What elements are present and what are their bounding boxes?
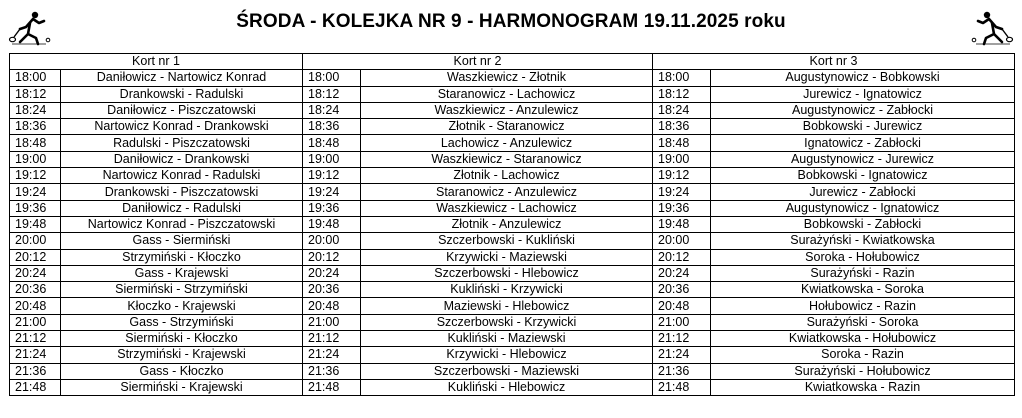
court-2-match: Waszkiewicz - Złotnik <box>361 70 653 86</box>
table-row <box>10 331 1015 347</box>
court-2-match: Waszkiewicz - Staranowicz <box>361 151 653 167</box>
court-2-time: 21:12 <box>303 331 361 347</box>
court-1-time: 18:12 <box>10 86 61 102</box>
court-1-match: Gass - Krajewski <box>61 265 303 281</box>
court-3-time: 19:36 <box>653 200 711 216</box>
court-1-time: 20:48 <box>10 298 61 314</box>
court-1-time: 19:00 <box>10 151 61 167</box>
court-3-match: Soroka - Razin <box>711 347 1015 363</box>
court-3-match: Jurewicz - Zabłocki <box>711 184 1015 200</box>
court-1-match: Strzymiński - Krajewski <box>61 347 303 363</box>
court-3-match: Bobkowski - Jurewicz <box>711 119 1015 135</box>
tennis-player-icon <box>8 10 54 46</box>
court-2-match: Kukliński - Hlebowicz <box>361 379 653 395</box>
court-2-time: 21:24 <box>303 347 361 363</box>
court-1-time: 21:36 <box>10 363 61 379</box>
court-1-match: Daniłowicz - Drankowski <box>61 151 303 167</box>
court-2-time: 18:24 <box>303 102 361 118</box>
court-1-match: Drankowski - Radulski <box>61 86 303 102</box>
court-3-time: 20:24 <box>653 265 711 281</box>
court-3-time: 19:48 <box>653 216 711 232</box>
court-3-time: 19:24 <box>653 184 711 200</box>
court-2-header: Kort nr 2 <box>303 54 653 70</box>
court-1-match: Nartowicz Konrad - Radulski <box>61 168 303 184</box>
court-3-match: Bobkowski - Zabłocki <box>711 216 1015 232</box>
court-1-time: 18:00 <box>10 70 61 86</box>
table-row <box>10 265 1015 281</box>
court-2-match: Złotnik - Staranowicz <box>361 119 653 135</box>
court-2-match: Maziewski - Hlebowicz <box>361 298 653 314</box>
court-2-match: Kukliński - Maziewski <box>361 331 653 347</box>
court-2-match: Krzywicki - Maziewski <box>361 249 653 265</box>
court-3-match: Jurewicz - Ignatowicz <box>711 86 1015 102</box>
court-3-time: 18:24 <box>653 102 711 118</box>
court-1-time: 20:24 <box>10 265 61 281</box>
court-2-time: 18:36 <box>303 119 361 135</box>
table-row <box>10 70 1015 86</box>
court-1-time: 19:36 <box>10 200 61 216</box>
court-1-match: Siermiński - Strzymiński <box>61 282 303 298</box>
court-1-match: Kłoczko - Krajewski <box>61 298 303 314</box>
court-1-match: Gass - Strzymiński <box>61 314 303 330</box>
court-3-time: 21:00 <box>653 314 711 330</box>
table-row <box>10 363 1015 379</box>
court-2-match: Szczerbowski - Hlebowicz <box>361 265 653 281</box>
court-3-match: Augustynowicz - Bobkowski <box>711 70 1015 86</box>
court-3-match: Bobkowski - Ignatowicz <box>711 168 1015 184</box>
court-1-match: Daniłowicz - Radulski <box>61 200 303 216</box>
court-1-match: Gass - Siermiński <box>61 233 303 249</box>
table-row <box>10 216 1015 232</box>
court-3-time: 20:12 <box>653 249 711 265</box>
court-3-match: Kwiatkowska - Hołubowicz <box>711 331 1015 347</box>
court-1-time: 21:00 <box>10 314 61 330</box>
page-title: ŚRODA - KOLEJKA NR 9 - HARMONOGRAM 19.11.2025 roku <box>236 11 786 32</box>
court-1-time: 21:12 <box>10 331 61 347</box>
court-1-match: Strzymiński - Kłoczko <box>61 249 303 265</box>
table-row <box>10 379 1015 395</box>
court-1-header: Kort nr 1 <box>10 54 303 70</box>
court-2-match: Szczerbowski - Maziewski <box>361 363 653 379</box>
court-3-match: Kwiatkowska - Soroka <box>711 282 1015 298</box>
court-2-match: Krzywicki - Hlebowicz <box>361 347 653 363</box>
court-3-match: Surażyński - Kwiatkowska <box>711 233 1015 249</box>
table-row <box>10 200 1015 216</box>
court-header-row <box>10 54 1015 70</box>
court-3-time: 21:24 <box>653 347 711 363</box>
court-2-match: Lachowicz - Anzulewicz <box>361 135 653 151</box>
court-3-match: Surażyński - Razin <box>711 265 1015 281</box>
court-3-time: 20:00 <box>653 233 711 249</box>
court-3-time: 19:12 <box>653 168 711 184</box>
court-2-time: 19:24 <box>303 184 361 200</box>
table-row <box>10 119 1015 135</box>
court-2-time: 21:48 <box>303 379 361 395</box>
table-row <box>10 151 1015 167</box>
court-2-match: Szczerbowski - Krzywicki <box>361 314 653 330</box>
table-row <box>10 298 1015 314</box>
court-3-time: 20:36 <box>653 282 711 298</box>
court-2-time: 20:48 <box>303 298 361 314</box>
court-3-time: 20:48 <box>653 298 711 314</box>
court-3-time: 19:00 <box>653 151 711 167</box>
court-3-match: Augustynowicz - Jurewicz <box>711 151 1015 167</box>
court-3-header: Kort nr 3 <box>653 54 1015 70</box>
table-row <box>10 168 1015 184</box>
court-3-match: Augustynowicz - Zabłocki <box>711 102 1015 118</box>
table-row <box>10 347 1015 363</box>
court-1-time: 20:00 <box>10 233 61 249</box>
table-row <box>10 102 1015 118</box>
court-3-time: 18:00 <box>653 70 711 86</box>
court-1-match: Nartowicz Konrad - Piszczatowski <box>61 216 303 232</box>
court-2-match: Złotnik - Anzulewicz <box>361 216 653 232</box>
court-2-match: Waszkiewicz - Anzulewicz <box>361 102 653 118</box>
court-3-time: 18:48 <box>653 135 711 151</box>
court-3-time: 21:36 <box>653 363 711 379</box>
table-row <box>10 249 1015 265</box>
court-2-time: 19:48 <box>303 216 361 232</box>
court-2-time: 19:36 <box>303 200 361 216</box>
court-3-match: Hołubowicz - Razin <box>711 298 1015 314</box>
court-1-match: Gass - Kłoczko <box>61 363 303 379</box>
court-1-match: Radulski - Piszczatowski <box>61 135 303 151</box>
court-2-match: Staranowicz - Lachowicz <box>361 86 653 102</box>
court-2-time: 18:48 <box>303 135 361 151</box>
court-1-match: Daniłowicz - Nartowicz Konrad <box>61 70 303 86</box>
schedule-table <box>9 53 1015 396</box>
court-3-time: 18:36 <box>653 119 711 135</box>
court-3-match: Augustynowicz - Ignatowicz <box>711 200 1015 216</box>
court-1-match: Nartowicz Konrad - Drankowski <box>61 119 303 135</box>
court-1-time: 18:24 <box>10 102 61 118</box>
court-3-match: Kwiatkowska - Razin <box>711 379 1015 395</box>
court-1-match: Drankowski - Piszczatowski <box>61 184 303 200</box>
court-2-match: Staranowicz - Anzulewicz <box>361 184 653 200</box>
table-row <box>10 314 1015 330</box>
court-1-time: 21:48 <box>10 379 61 395</box>
court-1-time: 20:12 <box>10 249 61 265</box>
table-row <box>10 135 1015 151</box>
court-2-time: 20:00 <box>303 233 361 249</box>
court-2-time: 20:12 <box>303 249 361 265</box>
court-2-time: 19:00 <box>303 151 361 167</box>
court-1-time: 19:24 <box>10 184 61 200</box>
court-3-match: Surażyński - Hołubowicz <box>711 363 1015 379</box>
schedule-body <box>10 54 1015 396</box>
court-1-time: 18:48 <box>10 135 61 151</box>
court-1-time: 19:12 <box>10 168 61 184</box>
court-2-time: 20:36 <box>303 282 361 298</box>
court-3-time: 18:12 <box>653 86 711 102</box>
court-3-time: 21:12 <box>653 331 711 347</box>
court-1-match: Daniłowicz - Piszczatowski <box>61 102 303 118</box>
court-1-time: 20:36 <box>10 282 61 298</box>
court-1-match: Siermiński - Krajewski <box>61 379 303 395</box>
court-1-match: Siermiński - Kłoczko <box>61 331 303 347</box>
court-2-match: Złotnik - Lachowicz <box>361 168 653 184</box>
court-2-time: 21:00 <box>303 314 361 330</box>
table-row <box>10 184 1015 200</box>
court-2-match: Kukliński - Krzywicki <box>361 282 653 298</box>
table-row <box>10 86 1015 102</box>
table-row <box>10 233 1015 249</box>
court-1-time: 21:24 <box>10 347 61 363</box>
court-2-time: 19:12 <box>303 168 361 184</box>
tennis-player-icon <box>968 10 1014 46</box>
court-2-time: 18:00 <box>303 70 361 86</box>
court-2-time: 18:12 <box>303 86 361 102</box>
table-row <box>10 282 1015 298</box>
court-2-time: 20:24 <box>303 265 361 281</box>
court-3-match: Soroka - Hołubowicz <box>711 249 1015 265</box>
court-2-match: Szczerbowski - Kukliński <box>361 233 653 249</box>
court-1-time: 18:36 <box>10 119 61 135</box>
court-3-time: 21:48 <box>653 379 711 395</box>
court-2-match: Waszkiewicz - Lachowicz <box>361 200 653 216</box>
court-3-match: Surażyński - Soroka <box>711 314 1015 330</box>
court-2-time: 21:36 <box>303 363 361 379</box>
court-3-match: Ignatowicz - Zabłocki <box>711 135 1015 151</box>
court-1-time: 19:48 <box>10 216 61 232</box>
